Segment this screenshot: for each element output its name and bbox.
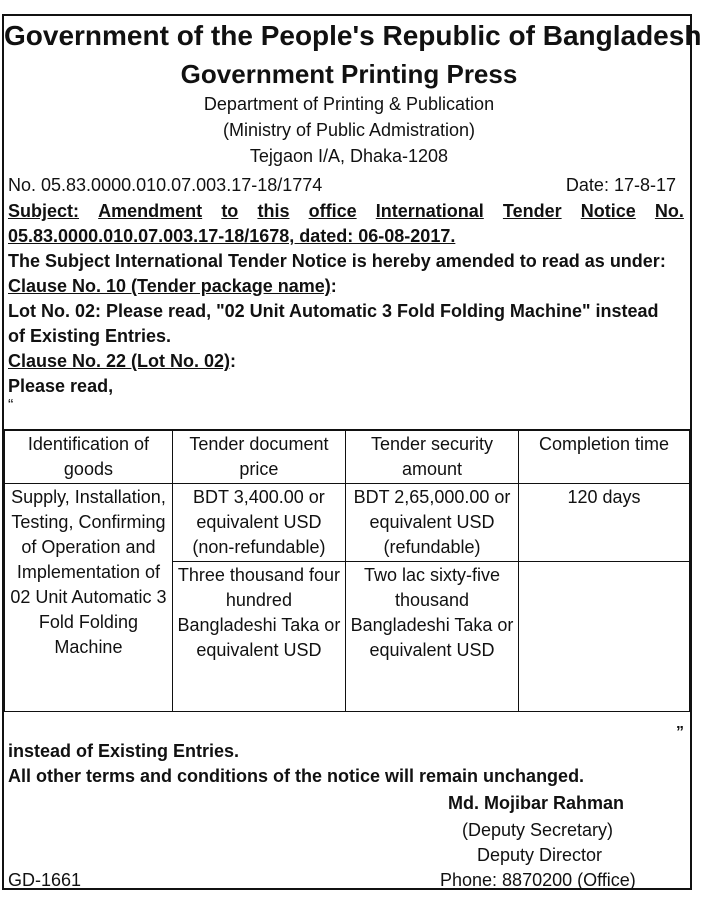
header-completion: Completion time xyxy=(519,430,690,484)
department-line: Department of Printing & Publication xyxy=(203,94,495,114)
signatory-phone: Phone: 8870200 (Office) xyxy=(440,870,636,890)
open-quote: “ xyxy=(8,397,14,414)
subject-line-2: 05.83.0000.010.07.003.17-18/1678, dated: 06-08-2017. xyxy=(8,226,456,246)
lot-line-2: of Existing Entries. xyxy=(8,326,172,346)
clause-10-heading: Clause No. 10 (Tender package name) xyxy=(8,276,331,296)
gd-code: GD-1661 xyxy=(8,870,82,890)
notice-frame xyxy=(2,14,702,890)
doc-price-words: Three thousand four hundred Bangladeshi Taka or equivalent USD xyxy=(172,562,345,712)
subject-word: International xyxy=(375,201,484,221)
subject-word: Notice xyxy=(580,201,636,221)
ministry-line: (Ministry of Public Admistration) xyxy=(222,120,476,140)
header-security: Tender security amount xyxy=(345,430,518,484)
doc-price-figures: BDT 3,400.00 or equivalent USD (non-refundable) xyxy=(172,484,345,562)
clause-22 xyxy=(8,351,236,372)
empty-cell xyxy=(519,562,690,712)
lot-line-1: Lot No. 02: Please read, "02 Unit Automatic 3 Fold Folding Machine" instead xyxy=(8,301,659,321)
signatory-name: Md. Mojibar Rahman xyxy=(448,793,625,813)
table-header-row xyxy=(5,430,690,484)
notice-date: Date: 17-8-17 xyxy=(565,175,676,195)
table-row xyxy=(5,484,690,562)
clause-10-colon: : xyxy=(330,276,337,296)
remain-line: All other terms and conditions of the notice will remain unchanged. xyxy=(8,766,585,786)
tender-table xyxy=(4,429,690,712)
amend-intro: The Subject International Tender Notice is hereby amended to read as under: xyxy=(8,251,666,271)
subject-word: to xyxy=(221,201,239,221)
completion-cell: 120 days xyxy=(519,484,690,562)
instead-line: instead of Existing Entries. xyxy=(8,741,240,761)
subject-line-1 xyxy=(8,201,684,222)
press-title: Government Printing Press xyxy=(180,59,518,89)
clause-10 xyxy=(8,276,337,297)
address-line: Tejgaon I/A, Dhaka-1208 xyxy=(249,146,449,166)
subject-word: Amendment xyxy=(98,201,203,221)
subject-word: office xyxy=(308,201,357,221)
security-figures: BDT 2,65,000.00 or equivalent USD (refundable) xyxy=(345,484,518,562)
clause-22-heading: Clause No. 22 (Lot No. 02) xyxy=(8,351,231,371)
govt-title: Government of the People's Republic of Bangladesh xyxy=(4,20,702,51)
subject-word: Tender xyxy=(502,201,562,221)
subject-word: Subject: xyxy=(8,201,80,221)
security-words: Two lac sixty-five thousand Bangladeshi Taka or equivalent USD xyxy=(345,562,518,712)
signatory-title-2: Deputy Director xyxy=(477,845,603,865)
reference-number: No. 05.83.0000.010.07.003.17-18/1774 xyxy=(8,175,323,195)
clause-22-colon: : xyxy=(230,351,237,371)
goods-cell: Supply, Installation, Testing, Confirming of Operation and Implementation of 02 Unit Automatic 3 Fold Folding Machine xyxy=(5,484,173,712)
close-quote: ” xyxy=(676,724,684,741)
subject-word: No. xyxy=(654,201,684,221)
subject-word: this xyxy=(257,201,290,221)
please-read: Please read, xyxy=(8,376,114,396)
header-doc-price: Tender document price xyxy=(172,430,345,484)
signatory-title-1: (Deputy Secretary) xyxy=(462,820,614,840)
header-identification: Identification of goods xyxy=(5,430,173,484)
